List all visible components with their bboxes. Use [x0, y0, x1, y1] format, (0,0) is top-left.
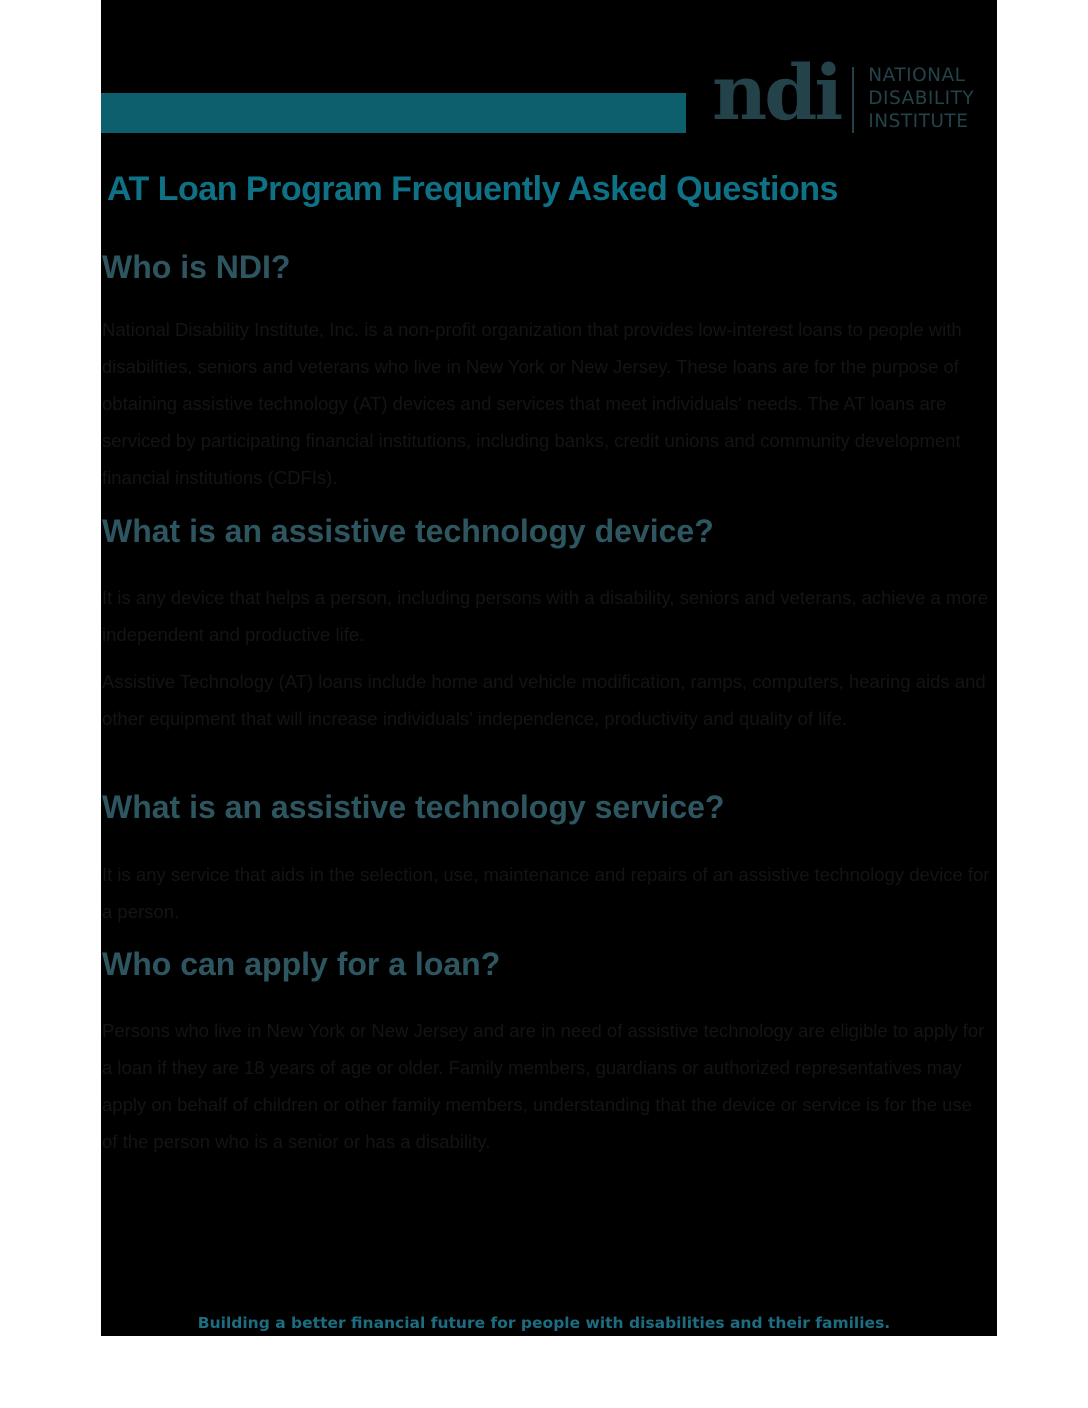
section-paragraph: Assistive Technology (AT) loans include home and vehicle modification, ramps, computers, hearing aids and other equipment that will increase individuals' independence, productivity and quality of life. — [102, 671, 986, 729]
section-heading-who-can-apply: Who can apply for a loan? — [102, 946, 501, 982]
logo-line-3: INSTITUTE — [868, 110, 969, 132]
header-accent-bar — [101, 93, 686, 133]
logo-mark: ndi — [712, 48, 841, 137]
logo-wordmark — [868, 64, 974, 133]
section-heading-at-service: What is an assistive technology service? — [102, 789, 725, 825]
section-heading-who-is-ndi: Who is NDI? — [102, 249, 291, 285]
section-paragraph: It is any device that helps a person, including persons with a disability, seniors and veterans, achieve a more independent and productive life. — [102, 587, 989, 645]
section-paragraph: Persons who live in New York or New Jersey and are in need of assistive technology are eligible to apply for a loan if they are 18 years of age or older. Family members, guardians or authorized representatives may apply on behalf of children or other family members, understanding that the device or service is for the use of the person who is a senior or has a disability. — [102, 1020, 985, 1152]
footer-tagline: Building a better financial future for people with disabilities and their families. — [197, 1314, 891, 1332]
page-title: AT Loan Program Frequently Asked Questions — [107, 170, 838, 208]
section-paragraph: It is any service that aids in the selection, use, maintenance and repairs of an assistive technology device for a person. — [102, 864, 990, 922]
logo-line-2: DISABILITY — [868, 87, 975, 109]
section-paragraph: National Disability Institute, Inc. is a non-profit organization that provides low-interest loans to people with disabilities, seniors and veterans who live in New York or New Jersey. These loans are for the purpose of obtaining assistive technology (AT) devices and services that meet individuals' needs. The AT loans are serviced by participating financial institutions, including banks, credit unions and community development financial institutions (CDFIs). — [102, 319, 962, 488]
logo-divider — [852, 67, 854, 133]
section-heading-at-device: What is an assistive technology device? — [102, 513, 714, 549]
ndi-logo — [712, 48, 975, 138]
logo-line-1: NATIONAL — [868, 64, 966, 86]
